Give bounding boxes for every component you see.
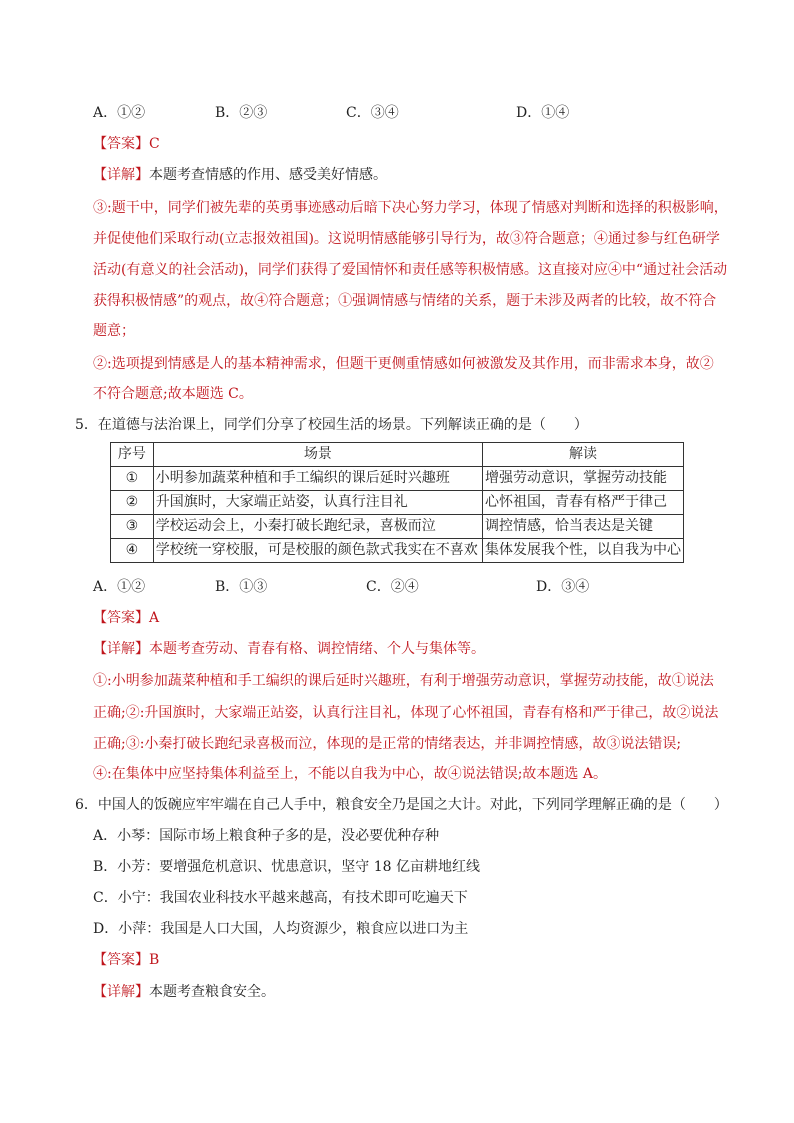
- q5-stem: 5．在道德与法治课上，同学们分享了校园生活的场景。下列解读正确的是（ ）: [75, 417, 588, 433]
- q6-answer: [93, 950, 159, 970]
- q4-detail-tag: 【详解】: [93, 167, 149, 183]
- q4-option-c: C．③④: [346, 105, 399, 121]
- q4-detail-line-4: 获得积极情感”的观点，故④符合题意；①强调情感与情绪的关系，题于未涉及两者的比较，故不符合: [93, 293, 717, 309]
- q5-option-b: B．①③: [215, 579, 268, 595]
- table-cell-scene: 学校统一穿校服，可是校服的颜色款式我实在不喜欢: [153, 539, 482, 563]
- q6-option-c: C．小宁：我国农业科技水平越来越高，有技术即可吃遍天下: [93, 890, 468, 906]
- q6-answer-tag: 【答案】: [93, 952, 149, 968]
- q4-detail-line-3: 活动(有意义的社会活动)，同学们获得了爱国情怀和责任感等积极情感。这直接对应④中“通过社会活动: [93, 262, 728, 278]
- q5-answer: [93, 608, 159, 628]
- q6-detail-text: 本题考查粮食安全。: [149, 984, 275, 1000]
- q4-answer-tag: 【答案】: [93, 136, 149, 152]
- q4-answer: [93, 134, 160, 154]
- table-header-index: 序号: [111, 443, 154, 467]
- q6-answer-value: B: [149, 952, 160, 968]
- q4-detail-line-7: 不符合题意;故本题选 C。: [93, 386, 253, 402]
- q5-answer-value: A: [149, 610, 160, 626]
- q4-detail-text: 本题考查情感的作用、感受美好情感。: [149, 167, 387, 183]
- q6-detail: [93, 982, 275, 1002]
- table-row: [111, 515, 684, 539]
- table-cell-scene: 升国旗时，大家端正站姿，认真行注目礼: [153, 491, 482, 515]
- q5-option-a: A．①②: [93, 579, 146, 595]
- table-cell-interpretation: 增强劳动意识，掌握劳动技能: [483, 467, 684, 491]
- q5-option-c: C．②④: [366, 579, 419, 595]
- q6-option-d: D．小萍：我国是人口大国，人均资源少，粮食应以进口为主: [93, 921, 469, 937]
- q4-detail-line-1: ③:题干中，同学们被先辈的英勇事迹感动后暗下决心努力学习，体现了情感对判断和选择的积极影响，: [93, 200, 728, 216]
- table-cell-index: ③: [111, 515, 154, 539]
- q5-detail-intro: [93, 639, 485, 659]
- q4-detail-intro: [93, 165, 387, 185]
- table-row: [111, 539, 684, 563]
- table-header-row: [111, 443, 684, 467]
- q4-detail-line-2: 并促使他们采取行动(立志报效祖国)。这说明情感能够引导行为，故③符合题意；④通过参与红色研学: [93, 231, 720, 247]
- q5-detail-text: 本题考查劳动、青春有格、调控情绪、个人与集体等。: [149, 641, 485, 657]
- q4-detail-line-5: 题意；: [93, 323, 135, 339]
- q5-detail-line-3: 正确;③:小秦打破长跑纪录喜极而泣，体现的是正常的情绪表达，并非调控情感，故③说法错误;: [93, 736, 682, 752]
- q5-options: [93, 577, 653, 597]
- q6-detail-tag: 【详解】: [93, 984, 149, 1000]
- q5-answer-tag: 【答案】: [93, 610, 149, 626]
- q4-option-d: D．①④: [516, 105, 570, 121]
- q4-options: [93, 103, 653, 123]
- q5-detail-line-2: 正确;②:升国旗时，大家端正站姿，认真行注目礼，体现了心怀祖国，青春有格和严于律己，故②说法: [93, 705, 719, 721]
- table-row: [111, 491, 684, 515]
- q5-option-d: D．③④: [536, 579, 590, 595]
- q5-detail-line-1: ①:小明参加蔬菜种植和手工编织的课后延时兴趣班，有利于增强劳动意识，掌握劳动技能，故①说法: [93, 673, 714, 689]
- table-cell-scene: 学校运动会上，小秦打破长跑纪录，喜极而泣: [153, 515, 482, 539]
- q6-option-a: A．小琴：国际市场上粮食种子多的是，没必要优种存种: [93, 828, 440, 844]
- table-cell-interpretation: 集体发展我个性，以自我为中心: [483, 539, 684, 563]
- table-cell-index: ②: [111, 491, 154, 515]
- table-header-interpretation: 解读: [483, 443, 684, 467]
- q6-option-b: B．小芳：要增强危机意识、忧患意识，坚守 18 亿亩耕地红线: [93, 859, 481, 875]
- q4-option-b: B．②③: [215, 105, 268, 121]
- q4-option-a: A．①②: [93, 105, 146, 121]
- table-cell-index: ④: [111, 539, 154, 563]
- q5-detail-line-4: ④:在集体中应坚持集体利益至上，不能以自我为中心，故④说法错误;故本题选 A。: [93, 766, 607, 782]
- table-cell-index: ①: [111, 467, 154, 491]
- table-cell-interpretation: 心怀祖国，青春有格严于律己: [483, 491, 684, 515]
- q6-stem: 6．中国人的饭碗应牢牢端在自己人手中，粮食安全乃是国之大计。对此，下列同学理解正确的是（ ）: [75, 797, 728, 813]
- table-header-scene: 场景: [153, 443, 482, 467]
- table-cell-interpretation: 调控情感，恰当表达是关键: [483, 515, 684, 539]
- table-row: [111, 467, 684, 491]
- q4-detail-line-6: ②:选项提到情感是人的基本精神需求，但题干更侧重情感如何被激发及其作用，而非需求本身，故②: [93, 356, 714, 372]
- table-cell-scene: 小明参加蔬菜种植和手工编织的课后延时兴趣班: [153, 467, 482, 491]
- q5-detail-tag: 【详解】: [93, 641, 149, 657]
- q5-table: [110, 442, 684, 563]
- q4-answer-value: C: [149, 136, 160, 152]
